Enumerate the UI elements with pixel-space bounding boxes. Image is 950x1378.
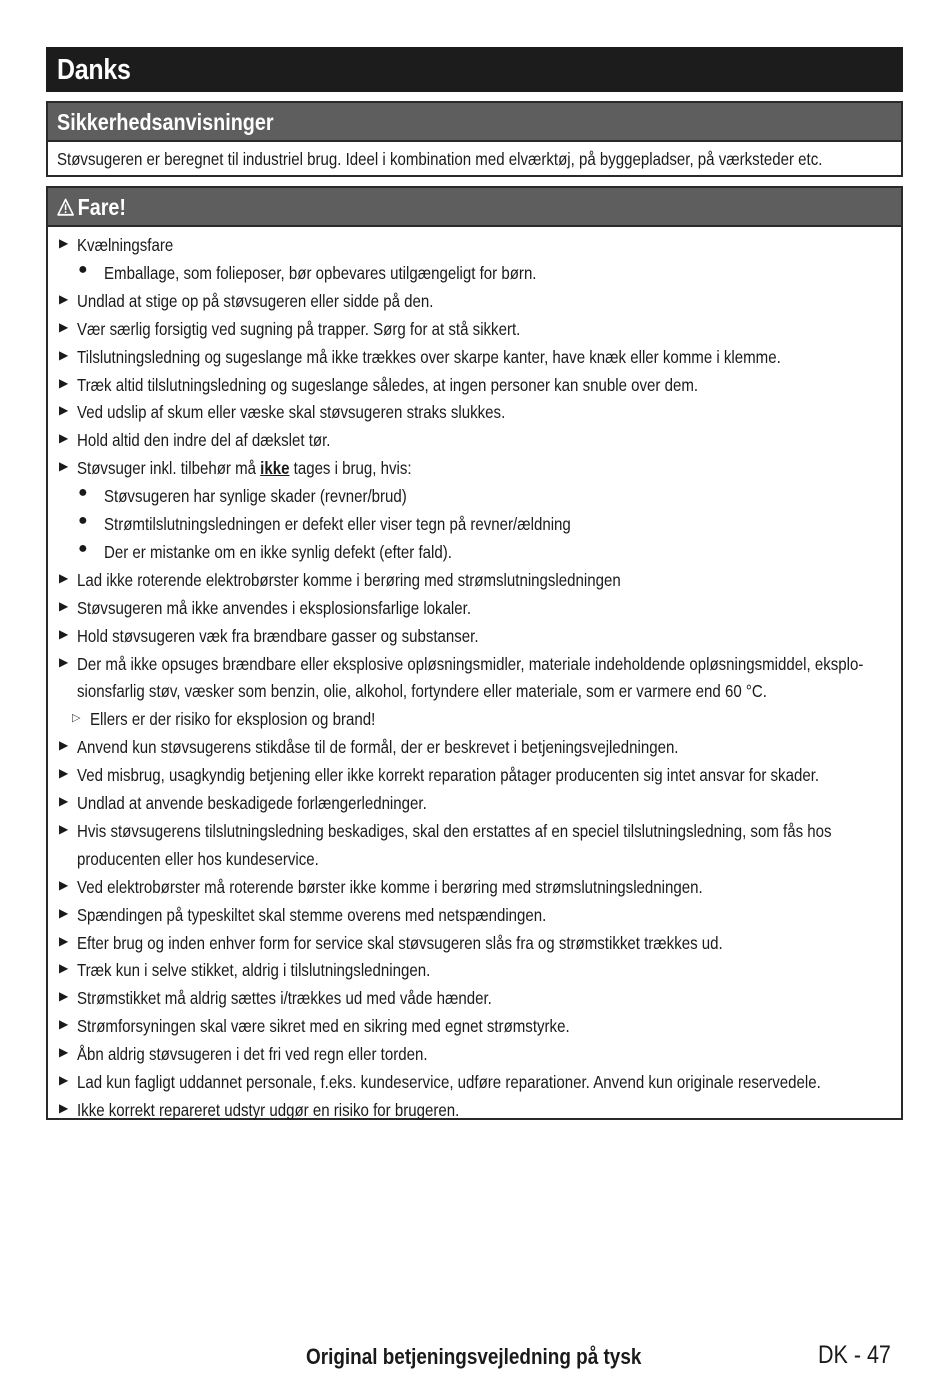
- list-item: [48, 316, 901, 342]
- bullet-arrow-icon: ▶: [59, 598, 69, 613]
- bullet-arrow-icon: ▶: [59, 821, 69, 836]
- list-item-text: sionsfarlig støv, væsker som benzin, olie, alkohol, fortyndere eller materiale, som er varmere end 60 °C.: [77, 681, 767, 702]
- list-item: [48, 790, 901, 816]
- list-item-text: Hold altid den indre del af dækslet tør.: [77, 430, 331, 451]
- list-item-text: Tilslutningsledning og sugeslange må ikke trækkes over skarpe kanter, have knæk eller komme i klemme.: [77, 346, 781, 367]
- list-item-text: producenten eller hos kundeservice.: [77, 848, 319, 869]
- list-item-text: Træk altid tilslutningsledning og sugeslange således, at ingen personer kan snuble over dem.: [77, 374, 699, 395]
- bullet-dot-icon: ●: [78, 512, 88, 529]
- list-item-text: Træk kun i selve stikket, aldrig i tilslutningsledningen.: [77, 960, 431, 981]
- list-item: [48, 734, 901, 760]
- list-item-text: Åbn aldrig støvsugeren i det fri ved regn eller torden.: [77, 1044, 428, 1065]
- list-item: [48, 455, 901, 481]
- list-item: [48, 818, 901, 844]
- list-item-text: Ved udslip af skum eller væske skal støvsugeren straks slukkes.: [77, 402, 506, 423]
- list-item: [48, 511, 901, 537]
- bullet-arrow-icon: ▶: [59, 319, 69, 334]
- bullet-arrow-icon: ▶: [59, 1073, 69, 1087]
- list-item: [48, 1069, 901, 1095]
- language-header: Danks: [57, 54, 131, 86]
- danger-section: [46, 186, 903, 1120]
- list-item-text: Strømstikket må aldrig sættes i/trækkes ud med våde hænder.: [77, 988, 492, 1009]
- list-item-text: Strømtilslutningsledningen er defekt eller viser tegn på revner/ældning: [104, 514, 571, 534]
- safety-section-text: Støvsugeren er beregnet til industriel brug. Ideel i kombination med elværktøj, på byggepladser, på værksteder etc.: [57, 149, 823, 169]
- language-header-bar: [46, 47, 903, 92]
- danger-section-title: Fare!: [77, 194, 127, 220]
- list-item-text: Kvælningsfare: [77, 235, 174, 255]
- list-item-text: Ellers er der risiko for eksplosion og brand!: [90, 709, 376, 730]
- bullet-arrow-icon: ▶: [59, 291, 69, 306]
- list-item: [48, 846, 901, 872]
- bullet-arrow-icon: ▶: [59, 403, 69, 418]
- list-item: [48, 874, 901, 900]
- list-item: [48, 399, 901, 425]
- bullet-arrow-icon: ▶: [59, 1100, 69, 1115]
- list-item-text: Lad ikke roterende elektrobørster komme i berøring med strømslutningsledningen: [77, 569, 621, 590]
- list-item-text: Der er mistanke om en ikke synlig defekt (efter fald).: [104, 541, 452, 562]
- bullet-arrow-icon: ▶: [59, 1045, 69, 1060]
- safety-section: [46, 101, 903, 177]
- danger-section-header: [48, 188, 901, 227]
- list-item-text: Ikke korrekt repareret udstyr udgør en risiko for brugeren.: [77, 1099, 460, 1120]
- bullet-arrow-icon: ▶: [59, 989, 69, 1004]
- list-item: [48, 762, 901, 788]
- list-item-text: Anvend kun støvsugerens stikdåse til de formål, der er beskrevet i betjeningsvejledningen.: [77, 737, 679, 758]
- list-item-text: Undlad at anvende beskadigede forlængerledninger.: [77, 793, 427, 813]
- bullet-arrow-icon: ▶: [59, 877, 69, 892]
- bullet-arrow-icon: ▶: [59, 1017, 69, 1032]
- list-item: [48, 678, 901, 704]
- bullet-arrow-icon: ▶: [59, 905, 69, 920]
- list-item-text: Støvsugeren må ikke anvendes i eksplosionsfarlige lokaler.: [77, 597, 472, 618]
- bullet-arrow-icon: ▶: [59, 626, 69, 641]
- list-item-text: Hold støvsugeren væk fra brændbare gasser og substanser.: [77, 625, 479, 646]
- list-item-text-part: tages i brug, hvis:: [289, 458, 412, 479]
- bullet-dot-icon: ●: [78, 539, 88, 557]
- list-item: [48, 595, 901, 621]
- emphasis-ikke: ikke: [260, 458, 290, 479]
- result-arrow-icon: ▷: [72, 712, 81, 725]
- bullet-arrow-icon: ▶: [59, 933, 69, 948]
- list-item: [48, 288, 901, 314]
- list-item: [48, 483, 901, 509]
- list-item-text: Støvsugeren har synlige skader (revner/brud): [104, 486, 407, 507]
- list-item-text: Ved misbrug, usagkyndig betjening eller ikke korrekt reparation påtager producenten sig intet ansvar for skader.: [77, 765, 820, 786]
- list-item-text: Undlad at stige op på støvsugeren eller sidde på den.: [77, 290, 434, 311]
- bullet-arrow-icon: ▶: [59, 375, 69, 390]
- list-item-text: Der må ikke opsuges brændbare eller eksplosive opløsningsmidler, materiale indeholdende opløsningsmiddel, eksplo-: [77, 653, 864, 674]
- page-number: DK - 47: [818, 1341, 891, 1369]
- list-item: [48, 539, 901, 565]
- list-item: [48, 985, 901, 1011]
- list-item-text: Efter brug og inden enhver form for service skal støvsugeren slås fra og strømstikket trækkes ud.: [77, 932, 723, 953]
- list-item: [48, 902, 901, 928]
- list-item: [48, 651, 901, 677]
- list-item: [48, 623, 901, 649]
- list-item: [48, 372, 901, 398]
- list-item: [48, 260, 901, 286]
- safety-section-title: Sikkerhedsanvisninger: [57, 109, 274, 135]
- bullet-dot-icon: ●: [78, 260, 88, 278]
- list-item: [48, 957, 901, 983]
- list-item: [48, 1013, 901, 1039]
- bullet-arrow-icon: ▶: [59, 738, 69, 753]
- footer-title: Original betjeningsvejledning på tysk: [306, 1344, 642, 1369]
- list-item-text: Strømforsyningen skal være sikret med en sikring med egnet strømstyrke.: [77, 1016, 570, 1037]
- list-item: [48, 344, 901, 370]
- bullet-arrow-icon: ▶: [59, 236, 69, 250]
- list-item-text: Lad kun fagligt uddannet personale, f.eks. kundeservice, udføre reparationer. Anvend kun originale reservedele.: [77, 1072, 821, 1092]
- list-item: [48, 706, 901, 732]
- bullet-arrow-icon: ▶: [59, 794, 69, 808]
- bullet-arrow-icon: ▶: [59, 961, 69, 976]
- list-item-text: Hvis støvsugerens tilslutningsledning beskadiges, skal den erstattes af en speciel tilslutningsledning, som fås hos: [77, 820, 832, 841]
- list-item: [48, 1097, 901, 1123]
- list-item: [48, 567, 901, 593]
- list-item-text: Emballage, som folieposer, bør opbevares utilgængeligt for børn.: [104, 262, 537, 283]
- list-item: [48, 232, 901, 258]
- bullet-dot-icon: ●: [78, 484, 88, 502]
- bullet-arrow-icon: ▶: [59, 570, 69, 585]
- list-item-text: Ved elektrobørster må roterende børster ikke komme i berøring med strømslutningsledningen.: [77, 876, 703, 897]
- safety-section-header: [48, 103, 901, 142]
- list-item-text: Spændingen på typeskiltet skal stemme overens med netspændingen.: [77, 904, 547, 925]
- bullet-arrow-icon: ▶: [59, 459, 69, 474]
- warning-triangle-icon: [57, 198, 74, 216]
- bullet-arrow-icon: ▶: [59, 431, 69, 446]
- list-item-text: Vær særlig forsigtig ved sugning på trapper. Sørg for at stå sikkert.: [77, 318, 521, 339]
- list-item-text: [77, 455, 412, 481]
- bullet-arrow-icon: ▶: [59, 654, 69, 669]
- bullet-arrow-icon: ▶: [59, 766, 69, 781]
- list-item: [48, 930, 901, 956]
- list-item: [48, 1041, 901, 1067]
- bullet-arrow-icon: ▶: [59, 347, 69, 362]
- list-item-text-part: Støvsuger inkl. tilbehør må: [77, 458, 261, 479]
- list-item: [48, 427, 901, 453]
